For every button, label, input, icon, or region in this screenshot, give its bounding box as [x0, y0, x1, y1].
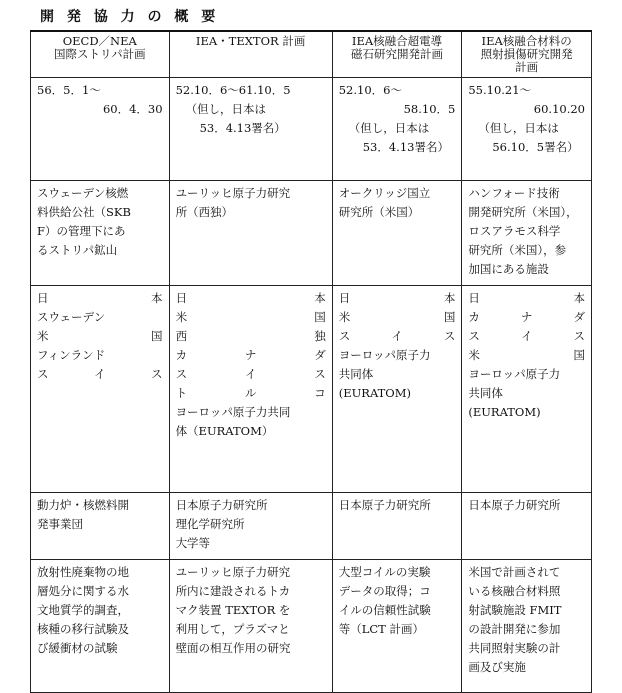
cell-line: ト ル コ: [175, 386, 326, 400]
cell-line: 56.10．5署名）: [492, 140, 579, 154]
overview-table: [30, 30, 592, 693]
table-cell: [31, 286, 170, 493]
table-cell: [31, 78, 170, 181]
cell-line: 日 本: [338, 291, 456, 305]
cell-line: 利用して，プラズマと: [175, 622, 290, 636]
cell-line: 研究所（米国）: [338, 205, 420, 219]
cell-line: 文地質学的調査，: [37, 603, 129, 617]
table-cell: [31, 560, 170, 693]
cell-line: （但し，日本は: [348, 121, 430, 135]
cell-line: 60．4．30: [102, 102, 163, 116]
cell-line: 体（EURATOM）: [175, 424, 274, 438]
header-cell: [169, 31, 332, 78]
cell-line: 日本原子力研究所: [175, 498, 268, 512]
cell-line: いる核融合材料照: [468, 584, 561, 598]
cell-line: （但し，日本は: [478, 121, 559, 135]
table-row-dates: [31, 78, 592, 181]
cell-line: 磁石研究開発計画: [351, 47, 444, 61]
cell-line: 大型コイルの実験: [338, 565, 431, 579]
cell-line: 料供給公社（SKB: [37, 205, 131, 219]
cell-line: フィンランド: [37, 348, 106, 362]
cell-line: 西 独: [175, 329, 326, 343]
cell-line: スウェーデン: [37, 310, 106, 324]
cell-line: カ ナ ダ: [175, 348, 326, 362]
header-cell: [31, 31, 170, 78]
cell-line: 大学等: [175, 536, 211, 550]
table-row-institution: [31, 181, 592, 286]
cell-line: ハンフォード技術: [468, 186, 560, 200]
cell-line: ユーリッヒ原子力研究: [175, 186, 291, 200]
cell-line: ヨーロッパ原子力共同: [175, 405, 291, 419]
cell-line: 55.10.21〜: [468, 83, 532, 97]
table-cell: [169, 493, 332, 560]
cell-line: データの取得；コ: [338, 584, 431, 598]
table-row-japan-org: [31, 493, 592, 560]
cell-line: 52.10．6〜: [338, 83, 402, 97]
table-cell: [332, 560, 462, 693]
cell-line: F）の管理下にあ: [37, 224, 126, 238]
table-cell: [332, 493, 462, 560]
cell-line: 米 国: [37, 329, 163, 343]
cell-line: 53．4.13署名）: [199, 121, 286, 135]
cell-line: ロスアラモス科学: [468, 224, 561, 238]
cell-line: IEA核融合超電導: [351, 34, 443, 48]
cell-line: ス イ ス: [338, 329, 456, 343]
table-cell: [169, 181, 332, 286]
cell-line: 層処分に関する水: [37, 584, 129, 598]
cell-line: 動力炉・核燃料開: [37, 498, 129, 512]
cell-line: （但し，日本は: [185, 102, 267, 116]
table-cell: [462, 78, 592, 181]
cell-line: 52.10．6〜61.10．5: [175, 83, 291, 97]
table-cell: [332, 286, 462, 493]
cell-line: 共同体: [338, 367, 374, 381]
cell-line: 等（LCT 計画）: [338, 622, 424, 636]
cell-line: 研究所（米国），参: [468, 243, 567, 257]
cell-line: (EURATOM): [338, 386, 411, 400]
table-cell: [31, 493, 170, 560]
cell-line: 発事業団: [37, 517, 83, 531]
table-cell: [31, 181, 170, 286]
table-cell: [332, 78, 462, 181]
header-cell: [332, 31, 462, 78]
cell-line: 照射損傷研究開発: [480, 47, 573, 61]
cell-line: 壁面の相互作用の研究: [175, 641, 291, 655]
cell-line: ス イ ス: [37, 367, 163, 381]
cell-line: 米 国: [468, 348, 585, 362]
cell-line: び緩衝材の試験: [37, 641, 118, 655]
cell-line: 所（西独）: [175, 205, 234, 219]
cell-line: ス イ ス: [468, 329, 585, 343]
cell-line: カ ナ ダ: [468, 310, 585, 324]
cell-line: ヨーロッパ原子力: [468, 367, 561, 381]
table-cell: [462, 286, 592, 493]
cell-line: るストリパ鉱山: [37, 243, 118, 257]
cell-line: 射試験施設 FMIT: [468, 603, 562, 617]
cell-line: 共同体: [468, 386, 503, 400]
cell-line: IEA・TEXTOR 計画: [195, 34, 306, 48]
header-row: [31, 31, 592, 78]
cell-line: 核種の移行試験及: [37, 622, 129, 636]
table-cell: [462, 181, 592, 286]
cell-line: 日 本: [175, 291, 326, 305]
cell-line: ユーリッヒ原子力研究: [175, 565, 291, 579]
cell-line: 加国にある施設: [468, 262, 549, 276]
table-cell: [332, 181, 462, 286]
table-cell: [169, 78, 332, 181]
cell-line: 開発研究所（米国），: [468, 205, 578, 219]
cell-line: 58.10．5: [403, 102, 456, 116]
table-cell: [462, 560, 592, 693]
table-cell: [169, 560, 332, 693]
cell-line: 日本原子力研究所: [468, 498, 561, 512]
cell-line: イルの信頼性試験: [338, 603, 431, 617]
cell-line: スウェーデン核燃: [37, 186, 129, 200]
page-title: 開 発 協 力 の 概 要: [40, 9, 220, 25]
cell-line: 日本原子力研究所: [338, 498, 431, 512]
cell-line: IEA核融合材料の: [481, 34, 572, 48]
cell-line: 理化学研究所: [175, 517, 245, 531]
cell-line: の設計開発に参加: [468, 622, 561, 636]
table-cell: [169, 286, 332, 493]
cell-line: 米 国: [175, 310, 326, 324]
table-row-members: [31, 286, 592, 493]
cell-line: 国際ストリパ計画: [53, 47, 146, 61]
header-cell: [462, 31, 592, 78]
cell-line: 日 本: [37, 291, 163, 305]
cell-line: (EURATOM): [468, 405, 541, 419]
cell-line: 日 本: [468, 291, 585, 305]
cell-line: 共同照射実験の計: [468, 641, 561, 655]
cell-line: 放射性廃棄物の地: [37, 565, 129, 579]
cell-line: ス イ ス: [175, 367, 326, 381]
cell-line: 60.10.20: [533, 102, 585, 116]
cell-line: 53．4.13署名）: [362, 140, 449, 154]
cell-line: 画及び実施: [468, 660, 526, 674]
cell-line: 所内に建設されるトカ: [175, 584, 291, 598]
table-row-content: [31, 560, 592, 693]
cell-line: 計画: [515, 60, 539, 74]
cell-line: ヨーロッパ原子力: [338, 348, 431, 362]
cell-line: マク装置 TEXTOR を: [175, 603, 291, 617]
table-cell: [462, 493, 592, 560]
cell-line: 56．5．1〜: [37, 83, 101, 97]
cell-line: 米 国: [338, 310, 456, 324]
cell-line: オークリッジ国立: [338, 186, 431, 200]
cell-line: OECD／NEA: [62, 34, 137, 48]
cell-line: 米国で計画されて: [468, 565, 561, 579]
